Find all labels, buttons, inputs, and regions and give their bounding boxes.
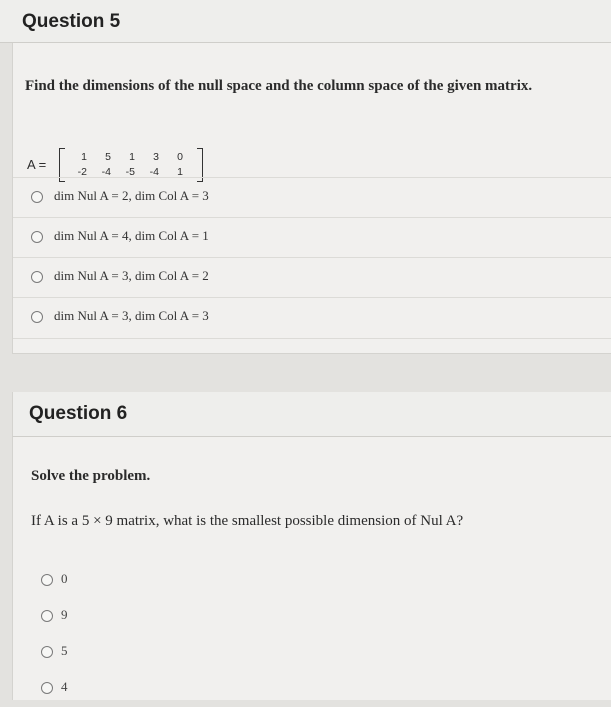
answer-option[interactable] xyxy=(13,635,611,671)
radio-button[interactable] xyxy=(31,231,43,243)
question-6-text: If A is a 5 × 9 matrix, what is the smallest possible dimension of Nul A? xyxy=(31,513,464,529)
radio-button[interactable] xyxy=(41,574,53,586)
matrix-row xyxy=(63,149,183,164)
question-6-body xyxy=(12,437,611,700)
matrix-cell: -2 xyxy=(77,166,87,178)
question-5-prompt: Find the dimensions of the null space and the column space of the given matrix. xyxy=(25,78,533,94)
radio-button[interactable] xyxy=(31,271,43,283)
answer-option-label: 5 xyxy=(61,643,68,658)
radio-button[interactable] xyxy=(31,311,43,323)
matrix-cell: -4 xyxy=(149,166,159,178)
answer-option-label: 0 xyxy=(61,571,68,586)
answer-option-label: dim Nul A = 3, dim Col A = 3 xyxy=(54,308,209,323)
answer-option-label: dim Nul A = 4, dim Col A = 1 xyxy=(54,228,209,243)
matrix-cell: 5 xyxy=(105,151,111,163)
matrix-table xyxy=(63,149,183,179)
question-6-title: Question 6 xyxy=(29,403,128,424)
answer-option[interactable] xyxy=(13,217,611,258)
answer-option[interactable] xyxy=(13,563,611,599)
answer-option[interactable] xyxy=(13,257,611,298)
question-6-prompt: Solve the problem. xyxy=(31,468,151,484)
question-5-body xyxy=(12,43,611,354)
matrix-cell: 1 xyxy=(81,151,87,163)
question-6-header xyxy=(12,392,611,437)
matrix-cell: 1 xyxy=(129,151,135,163)
matrix-cell: 3 xyxy=(153,151,159,163)
matrix-cell: -4 xyxy=(101,166,111,178)
answer-option-label: 4 xyxy=(61,679,68,694)
answer-option[interactable] xyxy=(13,599,611,635)
answer-option-label: dim Nul A = 3, dim Col A = 2 xyxy=(54,268,209,283)
question-5-header xyxy=(0,0,611,43)
answer-option[interactable] xyxy=(13,177,611,218)
answer-option[interactable] xyxy=(13,671,611,707)
matrix-cell: -5 xyxy=(125,166,135,178)
matrix-label: A = xyxy=(27,157,47,172)
radio-button[interactable] xyxy=(31,191,43,203)
radio-button[interactable] xyxy=(41,646,53,658)
question-5-title: Question 5 xyxy=(22,11,121,32)
radio-button[interactable] xyxy=(41,610,53,622)
matrix-cell: 0 xyxy=(177,151,183,163)
answer-option-label: dim Nul A = 2, dim Col A = 3 xyxy=(54,188,209,203)
answer-option-label: 9 xyxy=(61,607,68,622)
matrix-cell: 1 xyxy=(177,166,183,178)
radio-button[interactable] xyxy=(41,682,53,694)
answer-option[interactable] xyxy=(13,297,611,339)
